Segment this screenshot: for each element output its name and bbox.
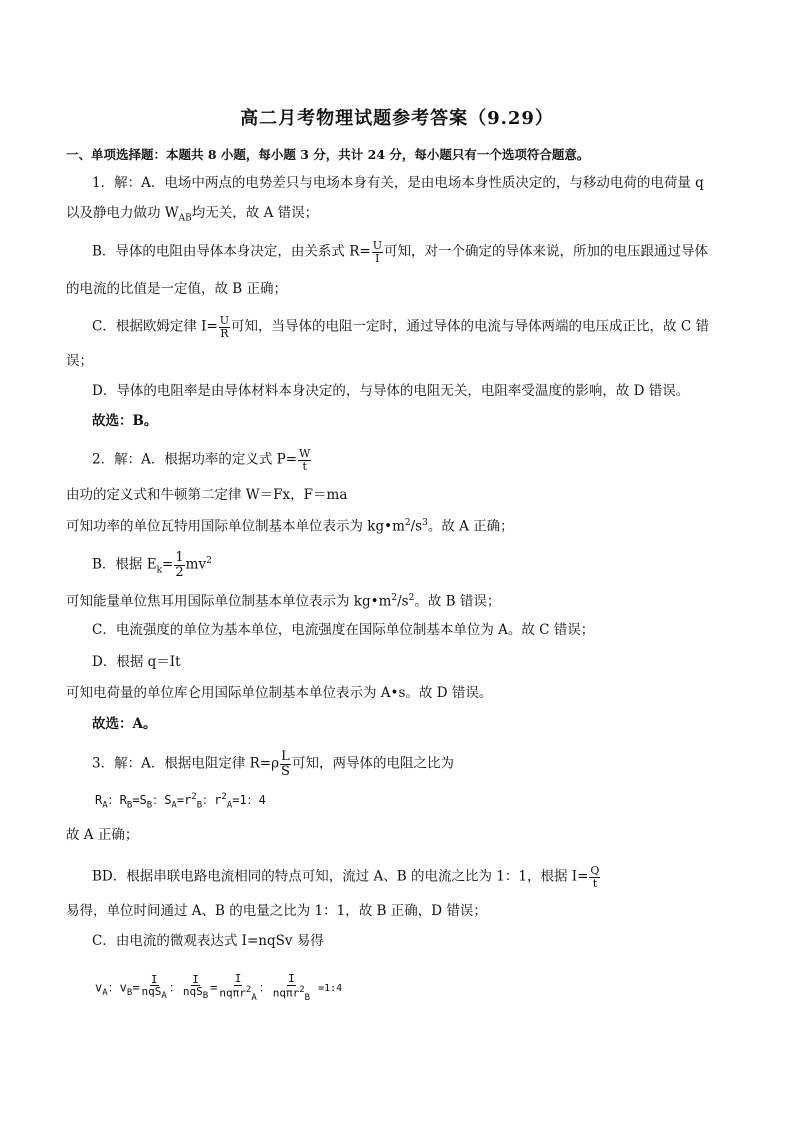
q2-c: C．电流强度的单位为基本单位，电流强度在国际单位制基本单位为 A。故 C 错误； (92, 622, 595, 638)
q1-c-line1: C．根据欧姆定律 I= $\frac{U}{R}$ 可知，当导体的电阻一定时，通过导体的电流与导体两端的电压成正比，故 C 错 (92, 314, 709, 340)
fraction-Q-over-t: $\frac{Q}{t}$ (590, 864, 600, 890)
q1-b-line2: 的电流的比值是一定值，故 B 正确； (66, 281, 288, 297)
q2-line8: 可知电荷量的单位库仑用国际单位制基本单位表示为 A•s。故 D 错误。 (66, 685, 493, 701)
q2-b: B．根据 $E_k=$ $\frac{1}{2}$ $mv^2$ (92, 550, 212, 580)
q3-a: 3．解：A．根据电阻定律 R=ρ $\frac{L}{S}$ 可知，两导体的电阻之比为 (92, 749, 454, 779)
q2-answer: 故选：A。 (92, 716, 157, 732)
q1-answer: 故选：B。 (92, 413, 158, 429)
q2-line5: 可知能量单位焦耳用国际单位制基本单位表示为 $kg•m^2/s^2$。故 B 错误； (66, 593, 501, 610)
fraction-W-over-t: $\frac{W}{t}$ (299, 447, 311, 473)
q1-a-line2: 以及静电力做功 $W_{AB}$均无关，故 A 错误； (66, 205, 319, 224)
page-title: 高二月考物理试题参考答案（9.29） (240, 108, 554, 129)
fraction-U-over-R: $\frac{U}{R}$ (219, 314, 230, 340)
q3-bd-line2: 易得，单位时间通过 A、B 的电量之比为 1：1，故 B 正确，D 错误； (66, 903, 487, 919)
q2-a: 2．解：A．根据功率的定义式 P= $\frac{W}{t}$ (92, 447, 311, 473)
q1-d: D．导体的电阻率是由导体材料本身决定的，与导体的电阻无关，电阻率受温度的影响，故 D 错误。 (92, 383, 690, 399)
q2-line2: 由功的定义式和牛顿第二定律 W＝Fx，F＝ma (66, 487, 348, 503)
q1-b-line1: B．导体的电阻由导体本身决定，由关系式 R= $\frac{U}{I}$ 可知，对一个确定的导体来说，所加的电压跟通过导体 (92, 239, 708, 265)
fraction-I-over-nqSB: $\frac{I}{nqS_B}$ (182, 972, 209, 1002)
section-heading-1: 一、单项选择题：本题共 8 小题，每小题 3 分，共计 24 分，每小题只有一个选项符合题意。 (66, 147, 590, 162)
q3-resistance-ratio: $R_A$：$R_B=S_B$：$S_A=r^2_B$：$r^2_A=1$：4 (95, 792, 266, 811)
fraction-I-over-nqpirA2: $\frac{I}{nq\pi r^2_A}$ (219, 972, 257, 1003)
fraction-I-over-nqpirB2: $\frac{I}{nq\pi r^2_B}$ (272, 972, 311, 1003)
q3-c: C．由电流的微观表达式 I=nqSv 易得 (92, 933, 324, 949)
q3-velocity-ratio: $v_A$：$v_B=$ $\frac{I}{nqS_A}$ ： $\frac{I}{nqS_B}$ = $\frac{I}{nq\pi r^2_A}$ ： $\frac{I}{nq\pi r^2_B}$ =1:4 (95, 972, 343, 1003)
fraction-L-over-S: $\frac{L}{S}$ (281, 749, 290, 779)
fraction-U-over-I: $\frac{U}{I}$ (372, 239, 382, 265)
q2-d: D．根据 q＝It (92, 654, 181, 670)
q3-bd-line1: BD．根据串联电路电流相同的特点可知，流过 A、B 的电流之比为 1：1，根据 I= $\frac{Q}{t}$ (92, 864, 600, 890)
q1-c-line2: 误； (66, 353, 93, 369)
q1-a-line1: 1．解：A．电场中两点的电势差只与电场本身有关，是由电场本身性质决定的，与移动电荷的电荷量 q (92, 175, 704, 191)
q3-a-answer: 故 A 正确； (66, 827, 139, 843)
q2-line3: 可知功率的单位瓦特用国际单位制基本单位表示为 $kg•m^2/s^3$。故 A 正确； (66, 518, 514, 535)
fraction-one-half: $\frac{1}{2}$ (175, 550, 184, 580)
fraction-I-over-nqSA: $\frac{I}{nqS_A}$ (141, 972, 167, 1002)
